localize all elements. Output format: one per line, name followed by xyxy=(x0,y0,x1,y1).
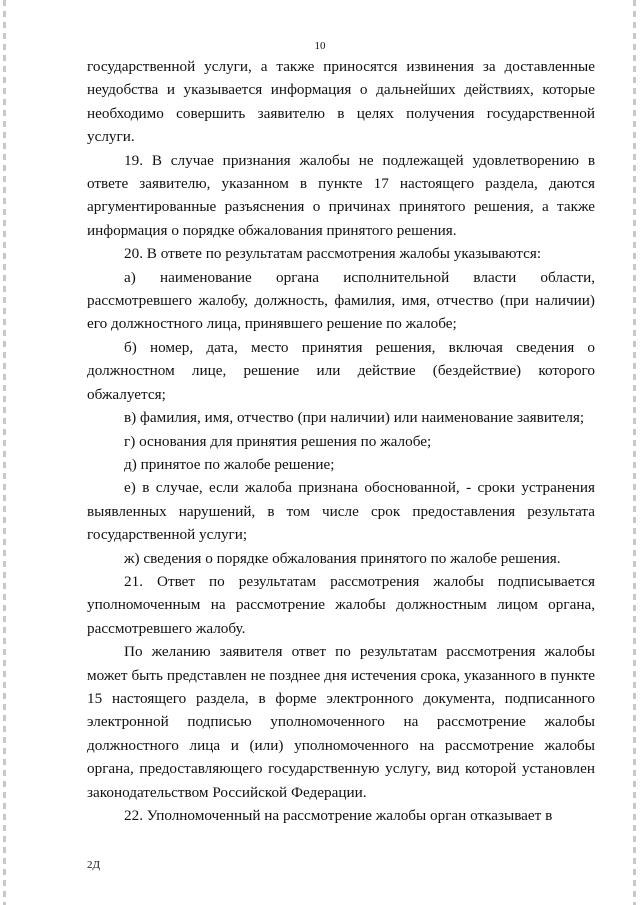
paragraph-20: 20. В ответе по результатам рассмотрения жалобы указываются: xyxy=(124,245,542,263)
list-item-g: г) основания для принятия решения по жалобе; xyxy=(124,432,432,450)
paragraph-21-continued: По желанию заявителя ответ по результатам рассмотрения жалобы может быть представлен не позднее дня истечения срока, указанного в пункте 15 настоящего раздела, в форме электронного документа, подписанного электронной подписью уполномоченного на рассмотрение жалобы должностного лица и (или) уполномоченного на рассмотрение жалобы органа, предоставляющего государственную услугу, вид которой установлен законодательством Российской Федерации. xyxy=(87,643,595,801)
list-item-e: е) в случае, если жалоба признана обоснованной, - сроки устранения выявленных нарушений, в том числе срок предоставления результата государственной услуги; xyxy=(87,479,595,544)
list-item-d: д) принятое по жалобе решение; xyxy=(124,455,335,473)
paragraph-19: 19. В случае признания жалобы не подлежащей удовлетворению в ответе заявителю, указанном в пункте 17 настоящего раздела, даются аргументированные разъяснения о причинах принятого решения, а также информация о порядке обжалования принятого решения. xyxy=(87,151,595,239)
paragraph-continuation: государственной услуги, а также приносятся извинения за доставленные неудобства и указывается информация о дальнейших действиях, которые необходимо совершить заявителю в целях получения государственной услуги. xyxy=(87,58,595,146)
footer-mark: 2Д xyxy=(87,859,101,871)
paragraph-21: 21. Ответ по результатам рассмотрения жалобы подписывается уполномоченным на рассмотрение жалобы должностным лицом органа, рассмотревшего жалобу. xyxy=(87,572,595,637)
scan-edge-left xyxy=(3,0,6,905)
list-item-a: а) наименование органа исполнительной власти области, рассмотревшего жалобу, должность, фамилия, имя, отчество (при наличии) его должностного лица, принявшего решение по жалобе; xyxy=(87,268,595,333)
scan-edge-right xyxy=(633,0,636,905)
list-item-zh: ж) сведения о порядке обжалования принятого по жалобе решения. xyxy=(124,549,561,567)
paragraph-22: 22. Уполномоченный на рассмотрение жалобы орган отказывает в xyxy=(124,807,553,824)
list-item-v: в) фамилия, имя, отчество (при наличии) или наименование заявителя; xyxy=(124,409,585,427)
list-item-b: б) номер, дата, место принятия решения, включая сведения о должностном лице, решение или действие (бездействие) которого обжалуется; xyxy=(87,338,595,403)
page-number: 10 xyxy=(314,40,326,52)
body-text xyxy=(87,55,595,827)
